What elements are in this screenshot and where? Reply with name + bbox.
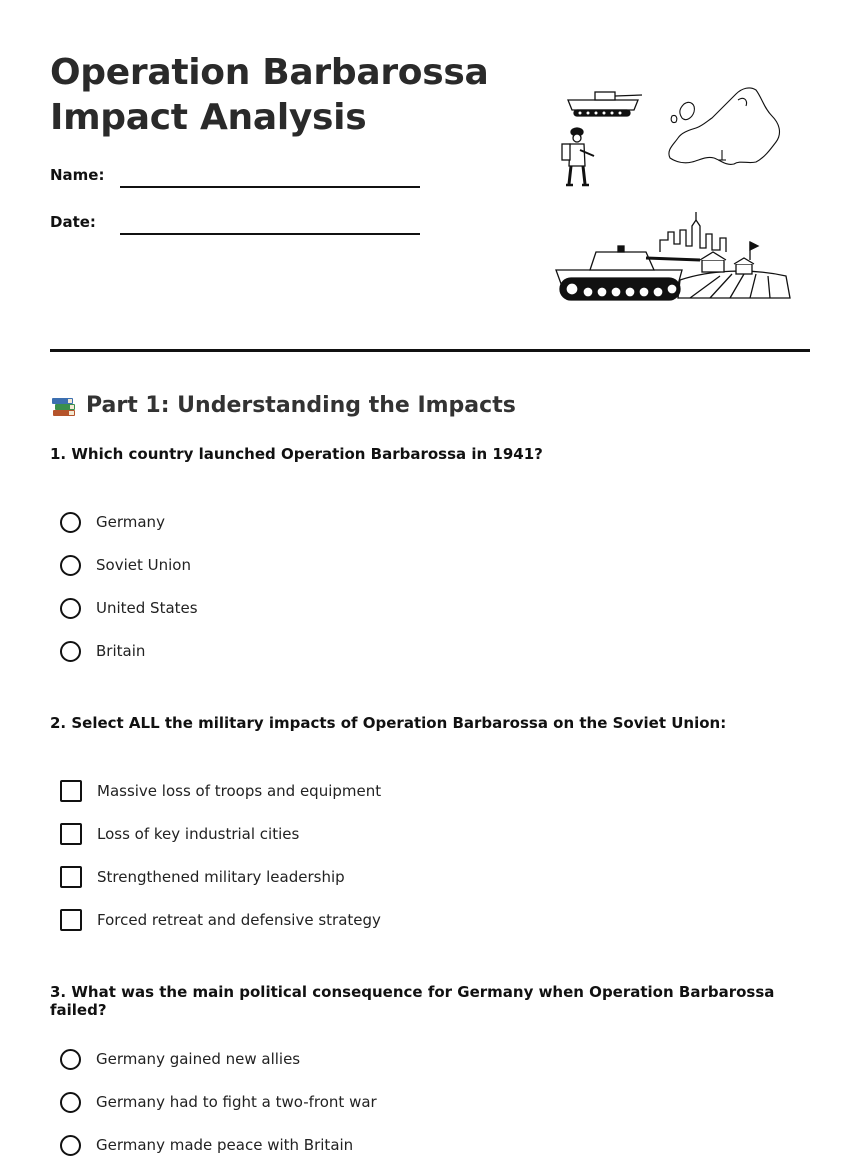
q1-option-britain[interactable] xyxy=(60,638,145,664)
part-1-title: Part 1: Understanding the Impacts xyxy=(86,392,516,418)
q3-option-two-front-war[interactable] xyxy=(60,1089,377,1115)
q2-option-leadership[interactable] xyxy=(60,864,345,890)
title-line-2: Impact Analysis xyxy=(50,97,367,138)
checkbox[interactable] xyxy=(60,823,82,845)
q2-option-industrial-cities[interactable] xyxy=(60,821,299,847)
q1-option-united-states[interactable] xyxy=(60,595,198,621)
option-label: Germany made peace with Britain xyxy=(96,1136,354,1154)
question-2: 2. Select ALL the military impacts of Operation Barbarossa on the Soviet Union: xyxy=(50,714,727,732)
radio-button[interactable] xyxy=(60,1049,81,1070)
q1-option-germany[interactable] xyxy=(60,509,165,535)
option-label: Britain xyxy=(96,642,146,660)
checkbox[interactable] xyxy=(60,866,82,888)
q1-option-soviet-union[interactable] xyxy=(60,552,191,578)
soldier-icon xyxy=(562,128,594,185)
battle-scene-icon xyxy=(556,212,790,300)
books-icon xyxy=(50,391,78,419)
radio-button[interactable] xyxy=(60,512,81,533)
q2-option-troop-loss[interactable] xyxy=(60,778,381,804)
title-line-1: Operation Barbarossa xyxy=(50,52,489,93)
q3-option-peace-with-britain[interactable] xyxy=(60,1132,353,1158)
question-1: 1. Which country launched Operation Barbarossa in 1941? xyxy=(50,445,543,463)
option-label: Germany gained new allies xyxy=(96,1050,301,1068)
tank-icon xyxy=(568,92,642,116)
name-field[interactable] xyxy=(50,166,420,190)
option-label: Forced retreat and defensive strategy xyxy=(97,911,381,929)
radio-button[interactable] xyxy=(60,1135,81,1156)
option-label: Soviet Union xyxy=(96,556,191,574)
option-label: Loss of key industrial cities xyxy=(97,825,300,843)
date-field[interactable] xyxy=(50,213,420,237)
europe-map-icon xyxy=(669,88,780,164)
worksheet xyxy=(50,0,810,1161)
radio-button[interactable] xyxy=(60,598,81,619)
header-illustrations xyxy=(550,80,795,310)
page-title xyxy=(50,50,530,140)
date-input-line[interactable] xyxy=(120,233,420,235)
q2-option-forced-retreat[interactable] xyxy=(60,907,381,933)
option-label: United States xyxy=(96,599,198,617)
radio-button[interactable] xyxy=(60,1092,81,1113)
option-label: Strengthened military leadership xyxy=(97,868,345,886)
name-input-line[interactable] xyxy=(120,186,420,188)
q3-option-new-allies[interactable] xyxy=(60,1046,300,1072)
checkbox[interactable] xyxy=(60,909,82,931)
header-divider xyxy=(50,349,810,352)
radio-button[interactable] xyxy=(60,555,81,576)
question-3: 3. What was the main political consequence for Germany when Operation Barbarossa failed? xyxy=(50,983,775,1019)
option-label: Germany had to fight a two-front war xyxy=(96,1093,377,1111)
checkbox[interactable] xyxy=(60,780,82,802)
option-label: Germany xyxy=(96,513,165,531)
part-1-heading xyxy=(50,388,516,422)
date-label: Date: xyxy=(50,213,96,231)
option-label: Massive loss of troops and equipment xyxy=(97,782,382,800)
name-label: Name: xyxy=(50,166,105,184)
radio-button[interactable] xyxy=(60,641,81,662)
